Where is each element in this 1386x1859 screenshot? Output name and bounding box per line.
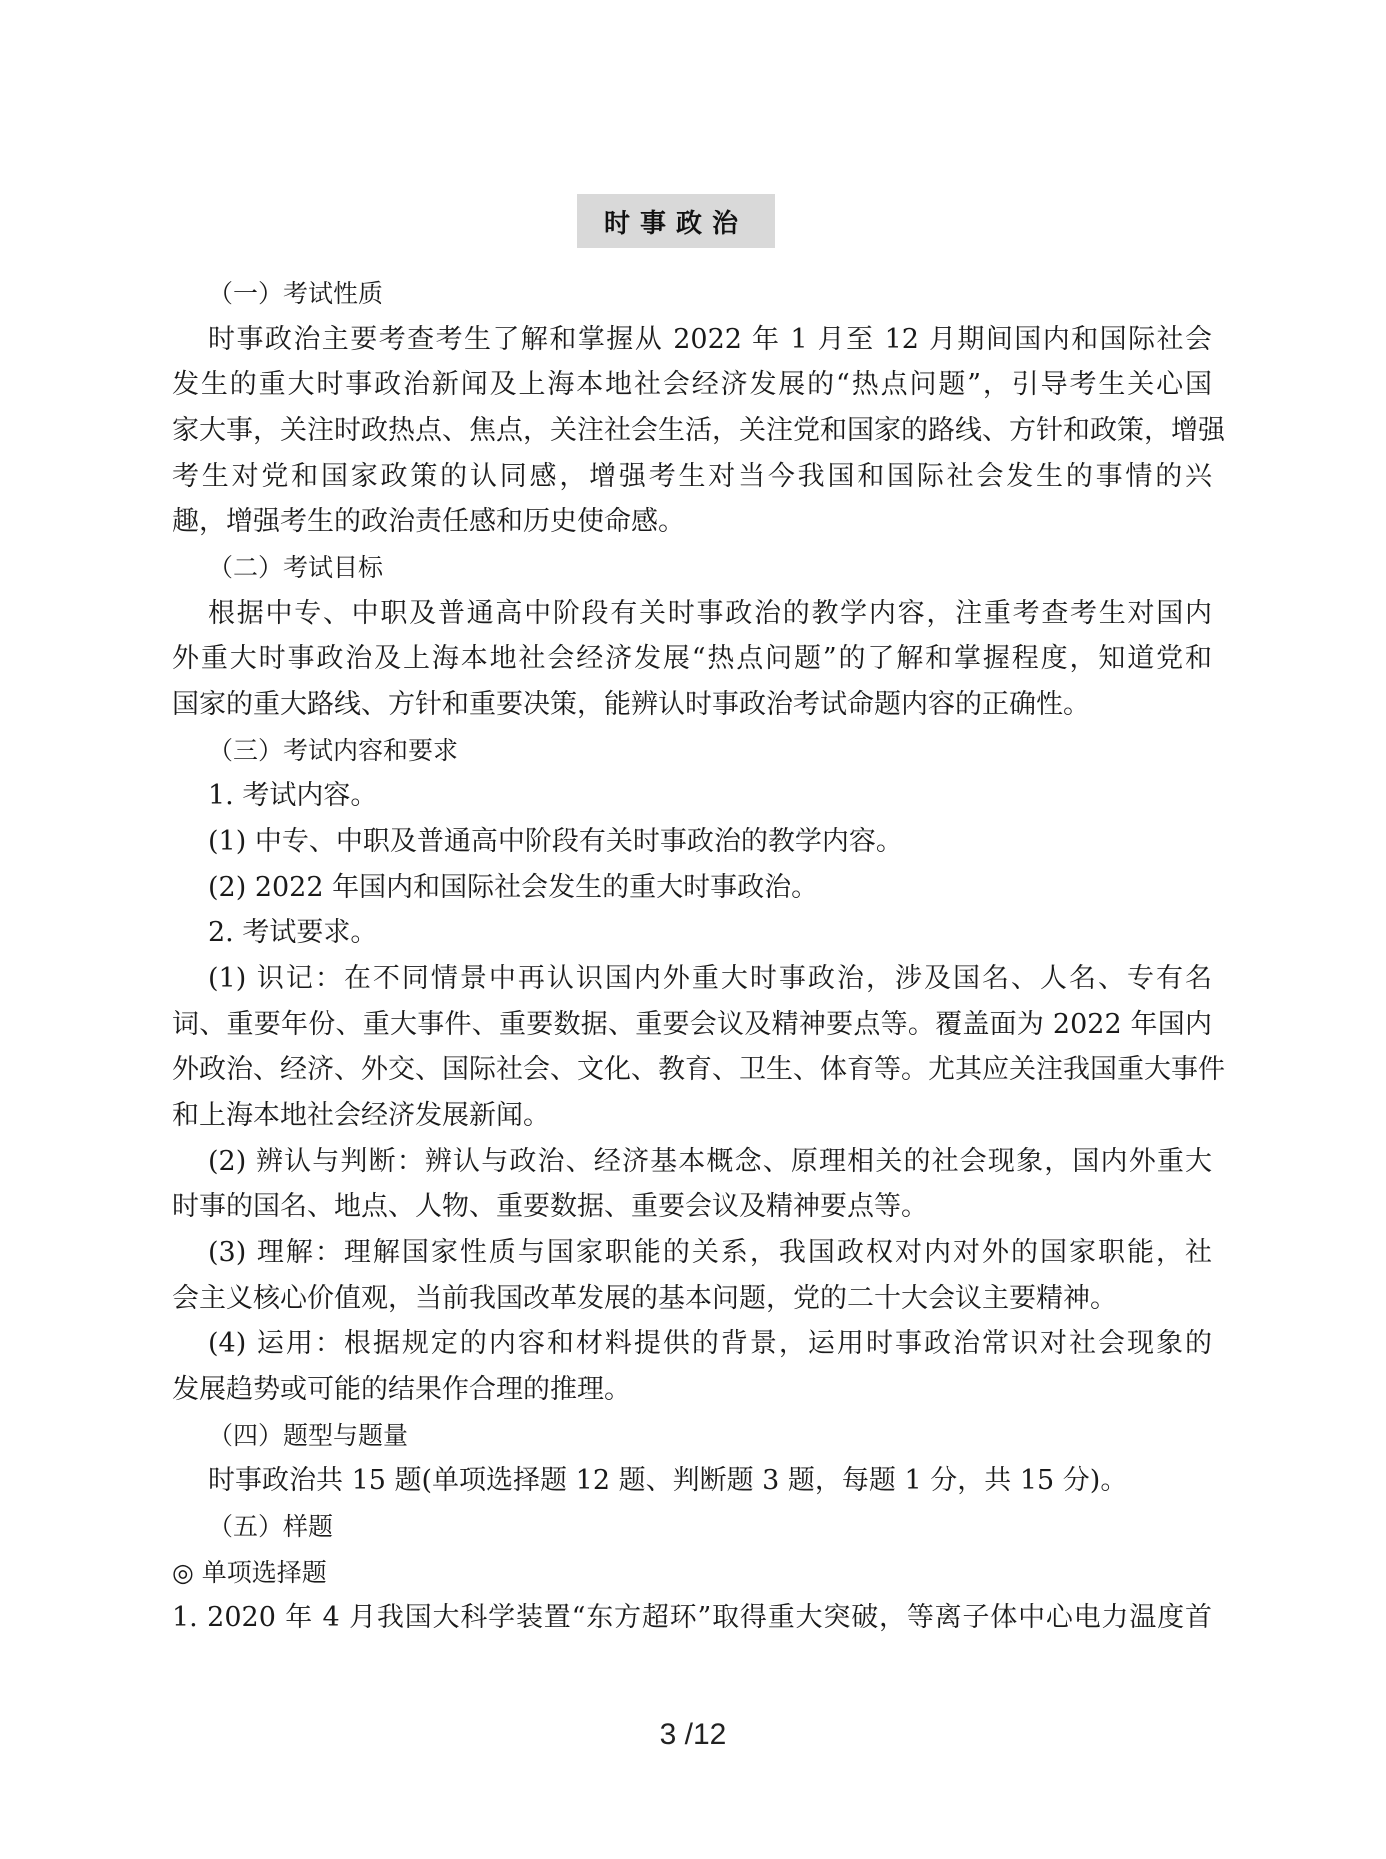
paragraph-line: 和上海本地社会经济发展新闻。 xyxy=(172,1100,550,1131)
paragraph-line: (4) 运用：根据规定的内容和材料提供的背景，运用时事政治常识对社会现象的 xyxy=(208,1328,1212,1359)
question-line: 1. 2020 年 4 月我国大科学装置“东方超环”取得重大突破，等离子体中心电力温度首 xyxy=(172,1602,1212,1633)
list-item: 2. 考试要求。 xyxy=(208,917,378,948)
list-item: (2) 2022 年国内和国际社会发生的重大时事政治。 xyxy=(208,872,819,903)
paragraph-line: 时事政治共 15 题(单项选择题 12 题、判断题 3 题，每题 1 分，共 15 分)。 xyxy=(208,1465,1128,1496)
paragraph-line: 趣，增强考生的政治责任感和历史使命感。 xyxy=(172,506,685,537)
page-number: 3 /12 xyxy=(659,1718,727,1751)
heading-single-choice: ◎ 单项选择题 xyxy=(172,1558,327,1587)
heading-exam-content: （三）考试内容和要求 xyxy=(208,736,459,765)
paragraph-line: 家大事，关注时政热点、焦点，关注社会生活，关注党和国家的路线、方针和政策，增强 xyxy=(172,415,1225,446)
list-item: 1. 考试内容。 xyxy=(208,780,378,811)
heading-question-types: （四）题型与题量 xyxy=(208,1421,409,1450)
paragraph-line: 国家的重大路线、方针和重要决策，能辨认时事政治考试命题内容的正确性。 xyxy=(172,689,1090,720)
paragraph-line: (3) 理解：理解国家性质与国家职能的关系，我国政权对内对外的国家职能，社 xyxy=(208,1237,1212,1268)
heading-exam-nature: （一）考试性质 xyxy=(208,279,384,308)
paragraph-line: 会主义核心价值观，当前我国改革发展的基本问题，党的二十大会议主要精神。 xyxy=(172,1283,1117,1314)
list-item: (1) 中专、中职及普通高中阶段有关时事政治的教学内容。 xyxy=(208,826,903,857)
heading-sample-questions: （五）样题 xyxy=(208,1512,334,1541)
paragraph-line: 发生的重大时事政治新闻及上海本地社会经济发展的“热点问题”，引导考生关心国 xyxy=(172,369,1212,400)
heading-exam-objective: （二）考试目标 xyxy=(208,553,384,582)
paragraph-line: 考生对党和国家政策的认同感，增强考生对当今我国和国际社会发生的事情的兴 xyxy=(172,461,1212,492)
paragraph-line: (2) 辨认与判断：辨认与政治、经济基本概念、原理相关的社会现象，国内外重大 xyxy=(208,1146,1212,1177)
paragraph-line: 时事的国名、地点、人物、重要数据、重要会议及精神要点等。 xyxy=(172,1191,928,1222)
paragraph-line: 词、重要年份、重大事件、重要数据、重要会议及精神要点等。覆盖面为 2022 年国内 xyxy=(172,1009,1212,1040)
section-title: 时事政治 xyxy=(577,194,775,248)
paragraph-line: (1) 识记：在不同情景中再认识国内外重大时事政治，涉及国名、人名、专有名 xyxy=(208,963,1212,994)
paragraph-line: 发展趋势或可能的结果作合理的推理。 xyxy=(172,1374,631,1405)
paragraph-line: 外政治、经济、外交、国际社会、文化、教育、卫生、体育等。尤其应关注我国重大事件 xyxy=(172,1054,1225,1085)
paragraph-line: 根据中专、中职及普通高中阶段有关时事政治的教学内容，注重考查考生对国内 xyxy=(208,598,1212,629)
paragraph-line: 外重大时事政治及上海本地社会经济发展“热点问题”的了解和掌握程度，知道党和 xyxy=(172,643,1212,674)
paragraph-line: 时事政治主要考查考生了解和掌握从 2022 年 1 月至 12 月期间国内和国际社会 xyxy=(208,324,1212,355)
